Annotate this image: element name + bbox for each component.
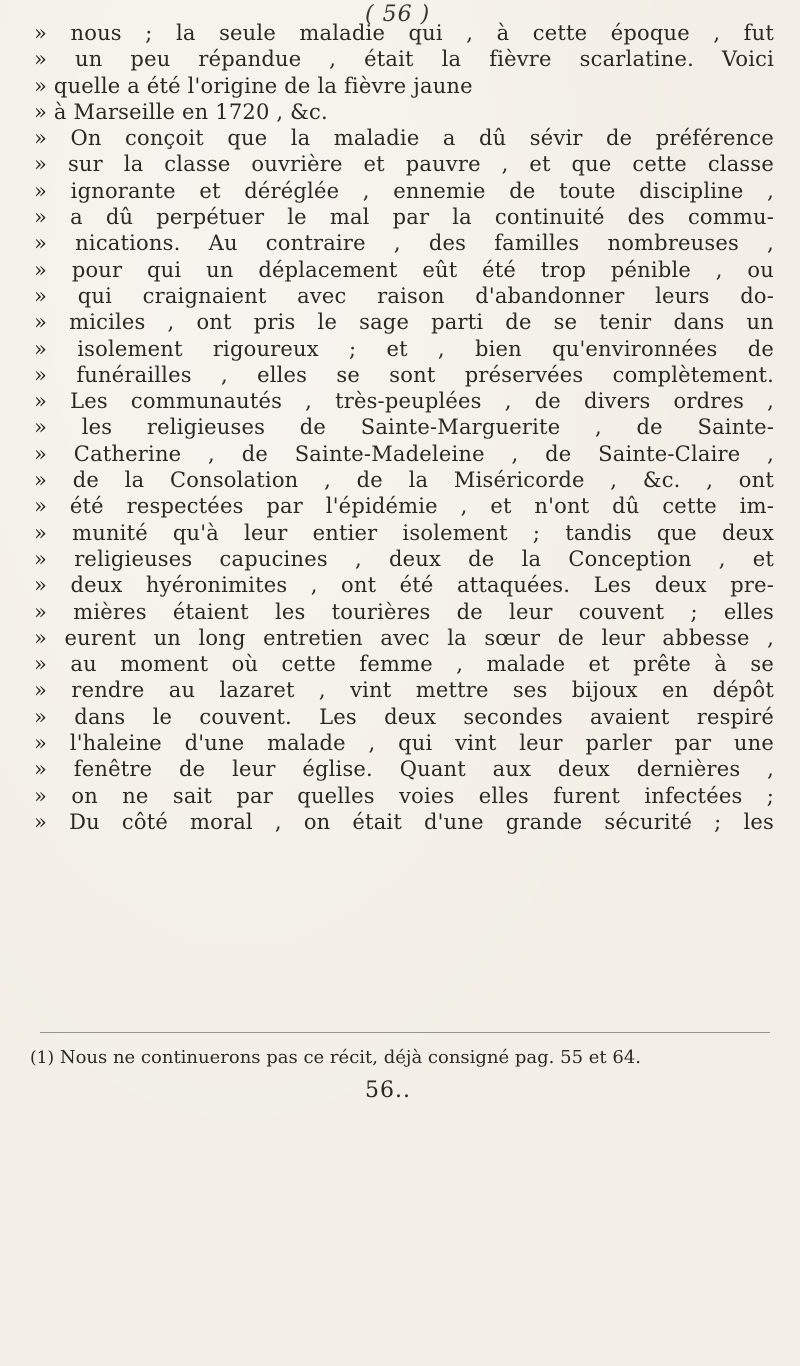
page-mark: ( 56 ) <box>365 2 431 27</box>
footnote-marker: (1) <box>30 1048 55 1068</box>
text-line: » à Marseille en 1720 , &c. <box>34 99 328 124</box>
text-line: » un peu répandue , était la fièvre scarlatine. Voici <box>34 47 774 72</box>
text-line: » de la Consolation , de la Miséricorde , &c. , ont <box>34 468 774 493</box>
text-line: » Les communautés , très-peuplées , de divers ordres , <box>34 389 774 414</box>
text-line: » isolement rigoureux ; et , bien qu'environnées de <box>34 336 774 361</box>
text-line: » Catherine , de Sainte-Madeleine , de Sainte-Claire , <box>34 441 774 466</box>
text-line: » pour qui un déplacement eût été trop pénible , ou <box>34 257 774 282</box>
body-text <box>34 20 774 835</box>
text-line: » eurent un long entretien avec la sœur de leur abbesse , <box>34 625 774 650</box>
text-line: » deux hyéronimites , ont été attaquées. Les deux pre- <box>34 573 774 598</box>
text-line: » qui craignaient avec raison d'abandonner leurs do- <box>34 283 774 308</box>
text-line: » munité qu'à leur entier isolement ; tandis que deux <box>34 520 774 545</box>
footnote <box>30 1046 770 1070</box>
text-line: » mières étaient les tourières de leur couvent ; elles <box>34 599 774 624</box>
text-line: » fenêtre de leur église. Quant aux deux dernières , <box>34 757 774 782</box>
text-line: » nous ; la seule maladie qui , à cette époque , fut <box>34 21 774 45</box>
text-line: » au moment où cette femme , malade et prête à se <box>34 652 774 677</box>
footnote-rule <box>40 1032 770 1033</box>
text-line: » quelle a été l'origine de la fièvre jaune <box>34 73 473 98</box>
text-line: » On conçoit que la maladie a dû sévir de préférence <box>34 126 774 151</box>
text-line: » ignorante et déréglée , ennemie de toute discipline , <box>34 178 774 203</box>
text-line: » l'haleine d'une malade , qui vint leur parler par une <box>34 731 774 756</box>
text-line: » rendre au lazaret , vint mettre ses bijoux en dépôt <box>34 678 774 703</box>
text-line: » on ne sait par quelles voies elles furent infectées ; <box>34 783 774 808</box>
page-number: 56.. <box>365 1078 411 1103</box>
footnote-text: Nous ne continuerons pas ce récit, déjà consigné pag. 55 et 64. <box>59 1047 641 1068</box>
text-line: » miciles , ont pris le sage parti de se tenir dans un <box>34 310 774 335</box>
text-line: » funérailles , elles se sont préservées complètement. <box>34 362 774 387</box>
text-line: » sur la classe ouvrière et pauvre , et que cette classe <box>34 152 774 177</box>
text-line: » religieuses capucines , deux de la Conception , et <box>34 546 774 571</box>
text-line: » dans le couvent. Les deux secondes avaient respiré <box>34 704 774 729</box>
text-line: » les religieuses de Sainte-Marguerite , de Sainte- <box>34 415 774 440</box>
text-line: » a dû perpétuer le mal par la continuité des commu- <box>34 205 774 230</box>
text-line: » Du côté moral , on était d'une grande sécurité ; les <box>34 809 774 834</box>
text-line: » nications. Au contraire , des familles nombreuses , <box>34 231 774 256</box>
text-line: » été respectées par l'épidémie , et n'ont dû cette im- <box>34 494 774 519</box>
